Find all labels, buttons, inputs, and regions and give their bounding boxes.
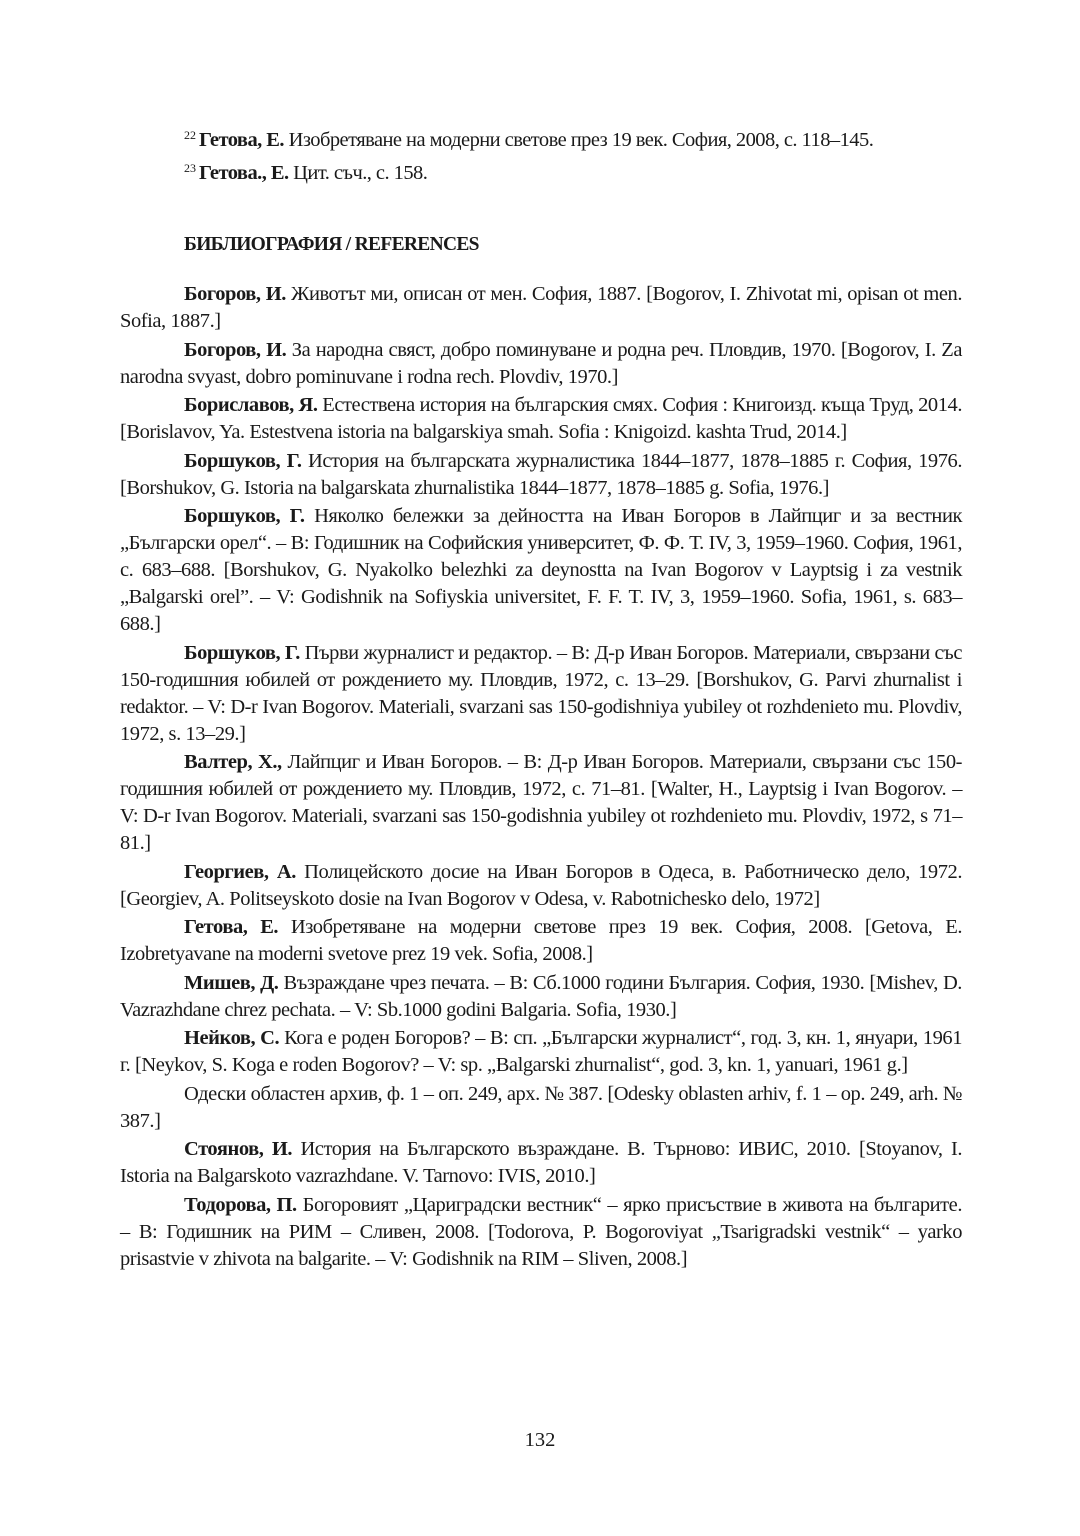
reference-entry xyxy=(120,970,962,1024)
reference-author: Боршуков, Г. xyxy=(184,505,305,527)
reference-text: Полицейското досие на Иван Богоров в Одеса, в. Работническо дело, 1972. [Georgiev, A. Politseyskoto dosie na Ivan Bogorov v Odesa, v. Rabotnichesko delo, 1972] xyxy=(120,860,962,910)
reference-text: Лайпциг и Иван Богоров. – В: Д-р Иван Богоров. Материали, свързани със 150-годишния юбилей от рождението му. Пловдив, 1972, с. 71–81. [Walter, H., Layptsig i Ivan Bogorov. – V: D-r Ivan Bogorov. Materiali, svarzani sas 150-godishnia yubiley ot rozhdenieto mu. Plovdiv, 1972, s 71–81.] xyxy=(120,751,963,854)
reference-text: Естествена история на българския смях. София : Книгоизд. къща Труд, 2014. [Borislavov, Ya. Estestvena istoria na balgarskiya smah. Sofia : Knigoizd. kashta Trud, 2014.] xyxy=(120,394,962,443)
reference-author: Мишев, Д. xyxy=(184,971,279,994)
reference-author: Нейков, С. xyxy=(184,1027,280,1049)
reference-text: Първи журналист и редактор. – В: Д-р Иван Богоров. Материали, свързани със 150-годишния юбилей от рождението му. Пловдив, 1972, с. 13–29. [Borshukov, G. Parvi zhurnalist i redaktor. – V: D-r Ivan Bogorov. Materiali, svarzani sas 150-godishniya yubiley ot rozhdenieto mu. Plovdiv, 1972, s. 13–29.] xyxy=(120,641,962,745)
reference-entry xyxy=(120,392,962,446)
reference-author: Боршуков, Г. xyxy=(184,641,300,664)
reference-text: Богоровият „Цариградски вестник“ – ярко присъствие в живота на българите. – В: Годишник на РИМ – Сливен, 2008. [Todorova, P. Bogoroviyat „Tsarigradski vestnik“ – yarko prisastvie v zhivota na balgarite. – V: Godishnik na RIM – Sliven, 2008.] xyxy=(120,1193,962,1270)
footnote-author: Гетова, Е. xyxy=(199,129,284,151)
reference-text: Одески областен архив, ф. 1 – оп. 249, арх. № 387. [Odesky oblasten arhiv, f. 1 – op. 249, arh. № 387.] xyxy=(120,1082,962,1132)
reference-author: Богоров, И. xyxy=(184,283,286,305)
reference-entry xyxy=(120,1025,962,1079)
reference-entry xyxy=(120,448,962,502)
reference-text: Няколко бележки за дейността на Иван Богоров в Лайпциг и за вестник „Български орел“. – В: Годишник на Софийския университет, Ф. Ф. Т. IV, 3, 1959–1960. София, 1961, с. 683–688. [Borshukov, G. Nyakolko belezhki za deynostta na Ivan Bogorov v Layptsig i za vestnik „Balgarski orel”. – V: Godishnik na Sofiyskia universitet, F. F. T. IV, 3, 1959–1960. Sofia, 1961, s. 683–688.] xyxy=(120,505,962,635)
reference-text: Кога е роден Богоров? – В: сп. „Български журналист“, год. 3, кн. 1, януари, 1961 г. [Neykov, S. Koga e roden Bogorov? – V: sp. „Balgarski zhurnalist“, god. 3, kn. 1, yanuari, 1961 g.] xyxy=(120,1027,963,1076)
reference-entry xyxy=(120,1192,962,1273)
reference-text: Възраждане чрез печата. – В: Сб.1000 години България. София, 1930. [Mishev, D. Vazrazhdane chrez pechata. – V: Sb.1000 godini Balgaria. Sofia, 1930.] xyxy=(120,971,962,1021)
reference-entry xyxy=(120,281,962,335)
reference-author: Георгиев, А. xyxy=(184,860,296,883)
footnote-23 xyxy=(184,154,974,187)
reference-text: Животът ми, описан от мен. София, 1887. [Bogorov, I. Zhivotat mi, opisan ot men. Sofia, 1887.] xyxy=(120,283,962,332)
reference-author: Валтер, Х., xyxy=(184,751,282,773)
reference-entry xyxy=(120,914,962,968)
reference-author: Стоянов, И. xyxy=(184,1138,293,1160)
reference-entry xyxy=(120,1081,962,1135)
reference-entry xyxy=(120,1136,962,1190)
reference-text: История на Българското възраждане. В. Търново: ИВИС, 2010. [Stoyanov, I. Istoria na Balgarskoto vazrazhdane. V. Tarnovo: IVIS, 2010.] xyxy=(120,1138,962,1187)
reference-author: Бориславов, Я. xyxy=(184,394,318,416)
footnote-number: 22 xyxy=(184,128,196,142)
footnotes xyxy=(184,121,974,187)
footnote-text: Изобретяване на модерни светове през 19 век. София, 2008, с. 118–145. xyxy=(284,129,874,151)
bibliography-heading: БИБЛИОГРАФИЯ / REFERENCES xyxy=(184,234,479,255)
page-number: 132 xyxy=(524,1429,556,1451)
reference-author: Боршуков, Г. xyxy=(184,449,302,472)
reference-text: За народна свяст, добро поминуване и родна реч. Пловдив, 1970. [Bogorov, I. Za narodna svyast, dobro pominuvane i rodna rech. Plovdiv, 1970.] xyxy=(120,338,962,388)
reference-entry xyxy=(120,859,962,913)
reference-author: Гетова, Е. xyxy=(184,916,279,938)
bibliography-list xyxy=(120,281,962,1274)
footnote-number: 23 xyxy=(184,161,196,175)
reference-entry xyxy=(120,749,962,857)
reference-entry xyxy=(120,503,962,638)
footnote-text: Цит. съч., с. 158. xyxy=(288,162,428,184)
footnote-author: Гетова., Е. xyxy=(199,162,289,184)
reference-author: Тодорова, П. xyxy=(184,1193,297,1216)
reference-entry xyxy=(120,640,962,748)
footnote-22 xyxy=(184,121,974,154)
reference-text: Изобретяване на модерни светове през 19 век. София, 2008. [Getova, E. Izobretyavane na moderni svetove prez 19 vek. Sofia, 2008.] xyxy=(120,916,962,965)
reference-text: История на българската журналистика 1844–1877, 1878–1885 г. София, 1976. [Borshukov, G. Istoria na balgarskata zhurnalistika 1844–1877, 1878–1885 g. Sofia, 1976.] xyxy=(120,449,963,499)
reference-author: Богоров, И. xyxy=(184,338,287,361)
reference-entry xyxy=(120,337,962,391)
